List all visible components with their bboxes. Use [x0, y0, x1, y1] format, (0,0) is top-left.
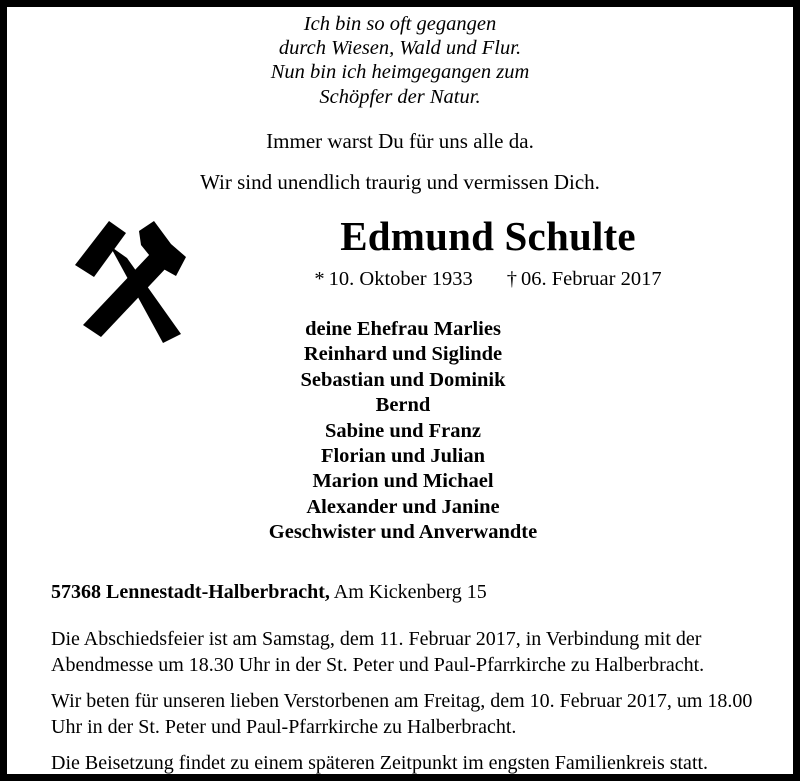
tribute-line-2: Wir sind unendlich traurig und vermissen Dich. [200, 170, 600, 194]
poem-line-4: Schöpfer der Natur. [319, 85, 481, 108]
closing-paragraph-3: Die Beisetzung findet zu einem späteren Zeitpunkt im engsten Familienkreis statt. [51, 752, 709, 774]
birth-symbol-icon: * [314, 268, 325, 290]
mourner-line: Florian und Julian [320, 445, 486, 468]
mourner-line: deine Ehefrau Marlies [305, 318, 501, 340]
closing-paragraph-1: Die Abschiedsfeier ist am Samstag, dem 11. Februar 2017, in Verbindung mit der Abendmesse um 18.30 Uhr in der St. Peter und Paul-Pfarrkirche zu Halberbracht. [51, 628, 705, 676]
address-city: 57368 Lennestadt-Halberbracht, [51, 581, 330, 603]
mourner-line: Reinhard und Siglinde [303, 343, 503, 366]
notice-inner [7, 7, 793, 774]
mourner-line: Alexander und Janine [306, 495, 500, 518]
tribute-text [7, 131, 793, 193]
closing-paragraphs [51, 627, 755, 777]
poem-line-1: Ich bin so oft gegangen [303, 13, 497, 35]
mourner-line: Marion und Michael [312, 470, 494, 493]
life-dates [197, 268, 779, 290]
memorial-poem [7, 12, 793, 109]
birth-date: 10. Oktober 1933 [328, 268, 473, 290]
address-line [51, 580, 753, 604]
death-date: 06. Februar 2017 [520, 268, 662, 290]
deceased-name: Edmund Schulte [340, 213, 636, 259]
death-date-group [507, 268, 662, 290]
birth-date-group [314, 268, 472, 290]
tribute-line-1: Immer warst Du für uns alle da. [266, 129, 534, 153]
closing-paragraph-2: Wir beten für unseren lieben Verstorbenen am Freitag, dem 10. Februar 2017, um 18.00 Uhr in der St. Peter und Paul-Pfarrkirche zu Halberbracht. [51, 690, 753, 738]
address-street: Am Kickenberg 15 [333, 581, 487, 603]
poem-line-2: durch Wiesen, Wald und Flur. [278, 37, 522, 60]
name-band [7, 213, 793, 309]
mourner-line: Sebastian und Dominik [300, 368, 506, 391]
mourners-list [7, 317, 793, 546]
mourner-line: Geschwister und Anverwandte [268, 521, 538, 544]
death-cross-icon: † [506, 268, 517, 290]
poem-line-3: Nun bin ich heimgegangen zum [270, 61, 530, 84]
mourner-line: Sabine und Franz [324, 419, 482, 442]
mourner-line: Bernd [375, 394, 431, 417]
deceased-info [197, 213, 779, 290]
